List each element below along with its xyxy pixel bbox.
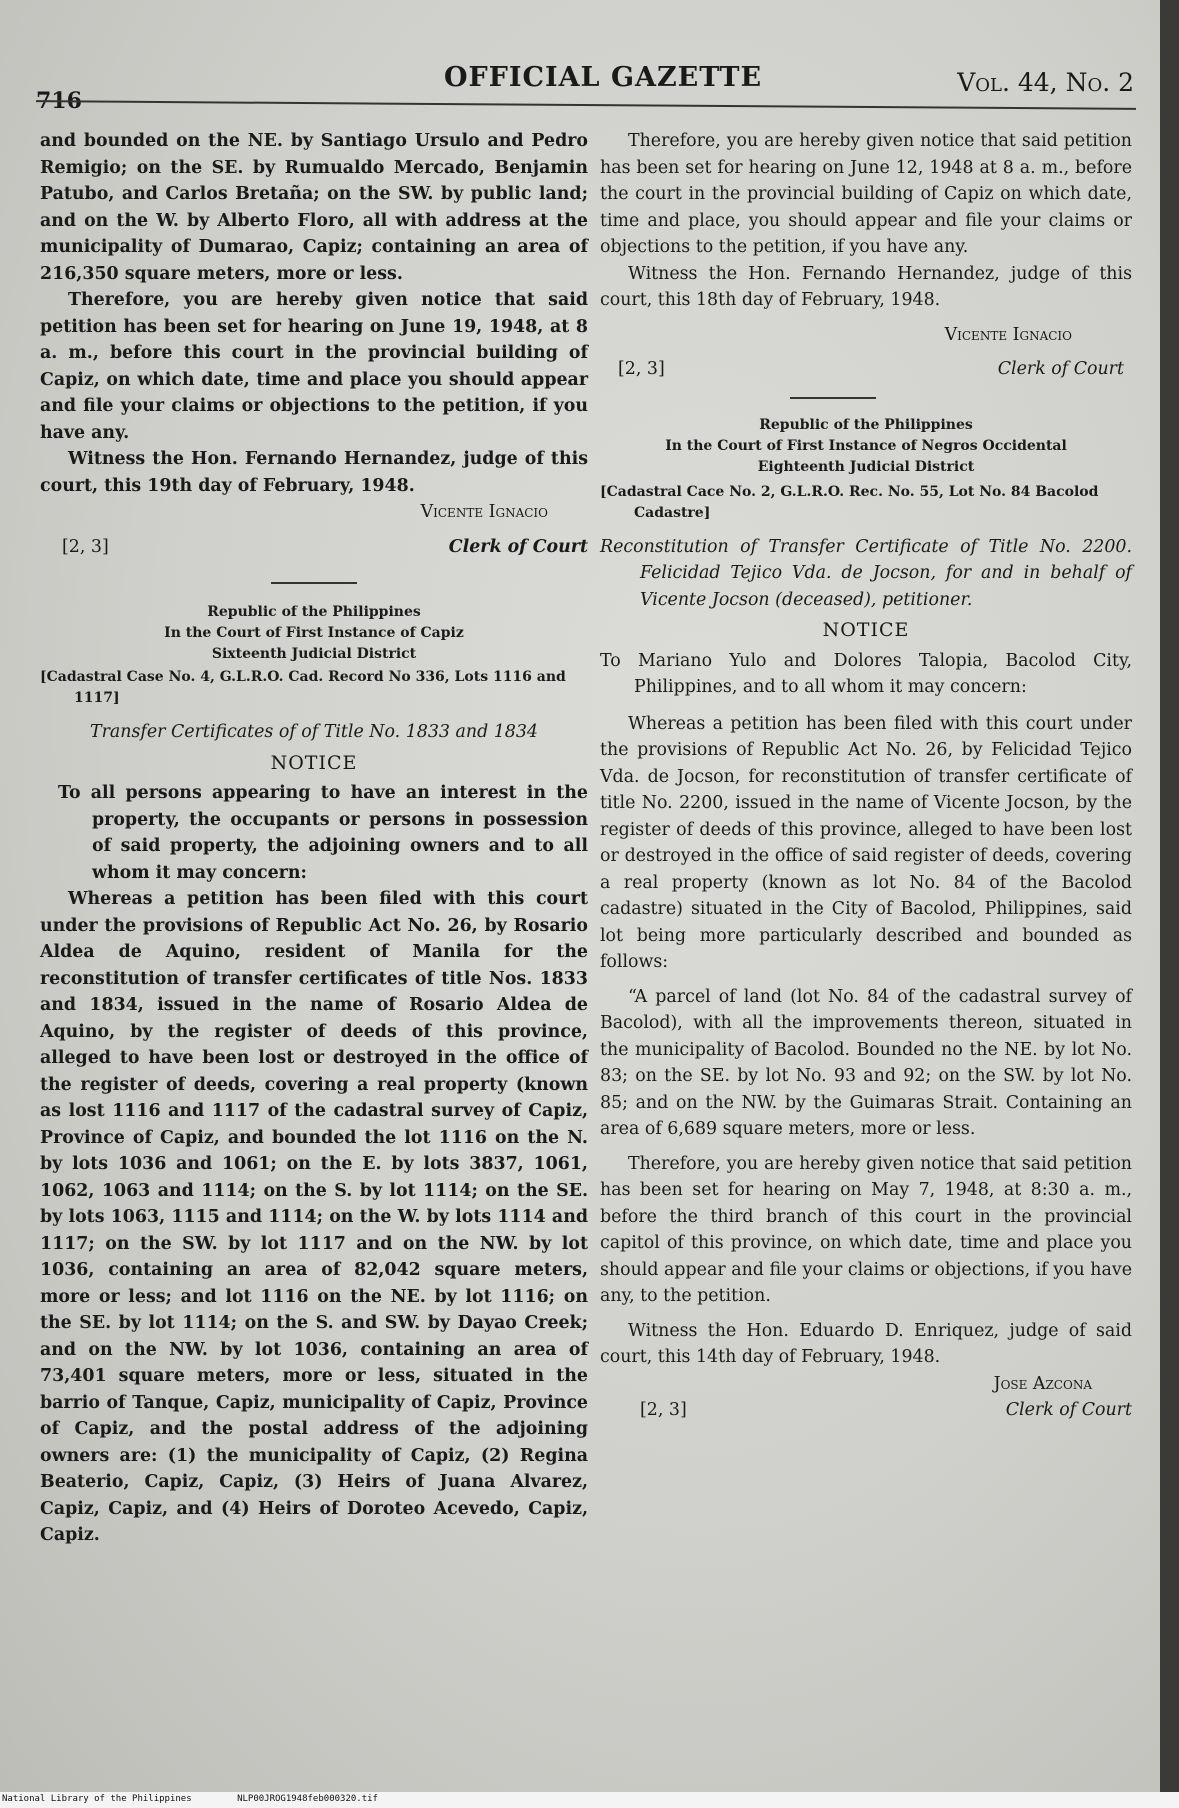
right-column (600, 128, 1132, 1424)
republic-heading: Republic of the Philippines (207, 604, 421, 620)
reference-number: [2, 3] (618, 359, 665, 379)
subject-line: Transfer Certificates of of Title No. 1833 and 1834 (90, 722, 538, 742)
court-heading: In the Court of First Instance of Negros Occidental (665, 437, 1067, 454)
signature-block (40, 534, 588, 561)
page-number: 716 (36, 88, 82, 114)
volume-number: Vol. 44, No. 2 (957, 68, 1134, 97)
left-column (40, 128, 588, 1549)
addressee-paragraph: To Mariano Yulo and Dolores Talopia, Bacolod City, Philippines, and to all whom it may concern: (600, 650, 1132, 697)
lot-description-quote: “A parcel of land (lot No. 84 of the cadastral survey of Bacolod), with all the improvements thereon, situated in the municipality of Bacolod. Bounded no the NE. by lot No. 83; on the SE. by lot No. 93 and 92; on the SW. by lot No. 85; and on the NW. by the Guimaras Strait. Containing an area of 6,689 square meters, more or less. (600, 986, 1132, 1139)
signer-title-2: Clerk of Court (1005, 1400, 1132, 1420)
notice-heading: NOTICE (822, 619, 910, 641)
whereas-paragraph: Whereas a petition has been filed with this court under the provisions of Republic Act No. 26, by Felicidad Tejico Vda. de Jocson, for reconstitution of transfer certificate of title No. 2200, issued in the name of Vicente Jocson, by the register of deeds of this province, alleged to have been lost or destroyed in the office of said register of deeds, covering a real property (known as lot No. 84 of the Bacolod cadastre) situated in the City of Bacolod, Philippines, said lot being more particularly described and bounded as follows: (600, 713, 1132, 972)
addressee-paragraph: To all persons appearing to have an interest in the property, the occupants or persons in possession of said property, the adjoining owners and to all whom it may concern: (58, 783, 588, 883)
scan-footer-text (2, 1794, 418, 1804)
therefore-paragraph: Therefore, you are hereby given notice that said petition has been set for hearing on June 19, 1948, at 8 a. m., before this court in the provincial building of Capiz, on which date, time and place you should appear and file your claims or objections to the petition, if you have any. (40, 290, 588, 443)
header-rule (36, 100, 1136, 110)
witness-paragraph: Witness the Hon. Fernando Hernandez, judge of this court, this 18th day of February, 1948. (600, 263, 1132, 310)
therefore-paragraph: Therefore, you are hereby given notice that said petition has been set for hearing on June 12, 1948 at 8 a. m., before the court in the provincial building of Capiz on which date, time and place, you should appear and file your claims or objections to the petition, if you have any. (600, 131, 1132, 257)
notice-heading: NOTICE (270, 751, 358, 774)
signature-block-2 (600, 1397, 1132, 1424)
signer-title: Clerk of Court (997, 359, 1124, 379)
therefore-paragraph-2: Therefore, you are hereby given notice that said petition has been set for hearing on May 7, 1948, at 8:30 a. m., before the third branch of this court in the provincial capitol of this province, on which date, time and place you should appear and file your claims or objections, if you have any, to the petition. (600, 1153, 1132, 1306)
case-heading: [Cadastral Case No. 4, G.L.R.O. Cad. Record No 336, Lots 1116 and 1117] (40, 669, 566, 706)
signer-name: Vicente Ignacio (944, 324, 1072, 345)
reference-number: [2, 3] (62, 536, 109, 557)
file-name: NLP00JROG1948feb000320.tif (237, 1794, 378, 1804)
signer-title: Clerk of Court (448, 536, 588, 557)
witness-paragraph-2: Witness the Hon. Eduardo D. Enriquez, judge of said court, this 14th day of February, 1948. (600, 1320, 1132, 1367)
section-divider (790, 397, 876, 399)
court-heading: In the Court of First Instance of Capiz (164, 625, 464, 641)
scan-edge (1160, 0, 1179, 1792)
subject-line: Reconstitution of Transfer Certificate of Title No. 2200. Felicidad Tejico Vda. de Jocson, for and in behalf of Vicente Jocson (deceased), petitioner. (600, 536, 1132, 610)
whereas-paragraph: Whereas a petition has been filed with this court under the provisions of Republic Act No. 26, by Rosario Aldea de Aquino, resident of Manila for the reconstitution of transfer certificates of title Nos. 1833 and 1834, issued in the name of Rosario Aldea de Aquino, by the register of deeds of this province, alleged to have been lost or destroyed in the office of the register of deeds, covering a real property (known as lost 1116 and 1117 of the cadastral survey of Capiz, Province of Capiz, and bounded the lot 1116 on the N. by lots 1036 and 1061; on the E. by lots 3837, 1061, 1062, 1063 and 1114; on the S. by lot 1114; on the SE. by lots 1063, 1115 and 1114; on the W. by lots 1114 and 1117; on the SW. by lot 1117 and on the NW. by lot 1036, containing an area of 82,042 square meters, more or less; and lot 1116 on the NE. by lot 1116; on the SE. by lot 1114; on the S. and SW. by Dayao Creek; and on the NW. by lot 1036, containing an area of 73,401 square meters, more or less, situated in the barrio of Tanque, Capiz, municipality of Capiz, Province of Capiz, and the postal address of the adjoining owners are: (1) the municipality of Capiz, (2) Regina Beaterio, Capiz, Capiz, (3) Heirs of Juana Alvarez, Capiz, Capiz, and (4) Heirs of Doroteo Acevedo, Capiz, Capiz. (40, 889, 588, 1545)
signer-name-2: Jose Azcona (993, 1373, 1092, 1394)
district-heading: Eighteenth Judicial District (757, 458, 975, 475)
republic-heading: Republic of the Philippines (759, 416, 973, 433)
continued-paragraph: and bounded on the NE. by Santiago Ursulo and Pedro Remigio; on the SE. by Rumualdo Mercado, Benjamin Patubo, and Carlos Bretaña; on the SW. by public land; and on the W. by Alberto Floro, all with address at the municipality of Dumarao, Capiz; containing an area of 216,350 square meters, more or less. (40, 131, 588, 284)
running-head (36, 58, 1136, 114)
library-name: National Library of the Philippines (2, 1794, 192, 1804)
case-heading: [Cadastral Cace No. 2, G.L.R.O. Rec. No. 55, Lot No. 84 Bacolod Cadastre] (600, 483, 1099, 521)
signature-block (600, 356, 1132, 383)
gazette-title: OFFICIAL GAZETTE (444, 62, 763, 93)
signer-name: Vicente Ignacio (420, 502, 548, 522)
district-heading: Sixteenth Judicial District (211, 646, 417, 662)
reference-number-2: [2, 3] (640, 1400, 687, 1420)
section-divider (271, 582, 357, 584)
witness-paragraph: Witness the Hon. Fernando Hernandez, judge of this court, this 19th day of February, 1948. (40, 449, 588, 496)
